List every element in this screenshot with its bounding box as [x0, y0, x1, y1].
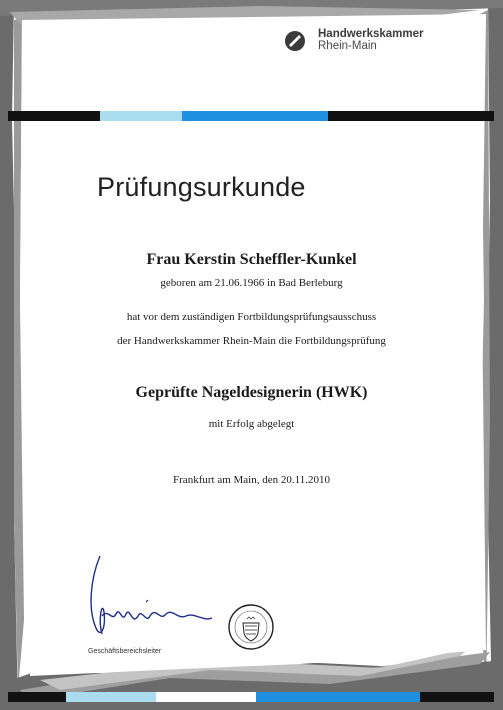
place-and-date: Frankfurt am Main, den 20.11.2010 — [173, 474, 330, 486]
hwk-logo — [284, 28, 444, 60]
qualification-title: Geprüfte Nageldesignerin (HWK) — [135, 384, 368, 401]
bottom-color-stripe — [8, 692, 494, 702]
statement-line-2: der Handwerkskammer Rhein-Main die Fortbildungsprüfung — [117, 335, 386, 347]
signature-caption: Geschäftsbereichsleiter — [88, 648, 162, 655]
hwk-logo-icon — [284, 30, 306, 52]
birth-info: geboren am 21.06.1966 in Bad Berleburg — [160, 277, 343, 289]
top-color-stripe — [8, 111, 494, 121]
seal-icon — [227, 603, 275, 651]
logo-text-line1: Handwerkskammer — [318, 28, 424, 40]
result-text: mit Erfolg abgelegt — [208, 418, 295, 430]
statement-line-1: hat vor dem zuständigen Fortbildungsprüfungsausschuss — [126, 311, 377, 323]
certificate-title: Prüfungsurkunde — [97, 172, 306, 202]
logo-text-line2: Rhein-Main — [318, 40, 377, 52]
recipient-name: Frau Kerstin Scheffler-Kunkel — [146, 251, 357, 268]
signature-mark — [86, 550, 226, 650]
